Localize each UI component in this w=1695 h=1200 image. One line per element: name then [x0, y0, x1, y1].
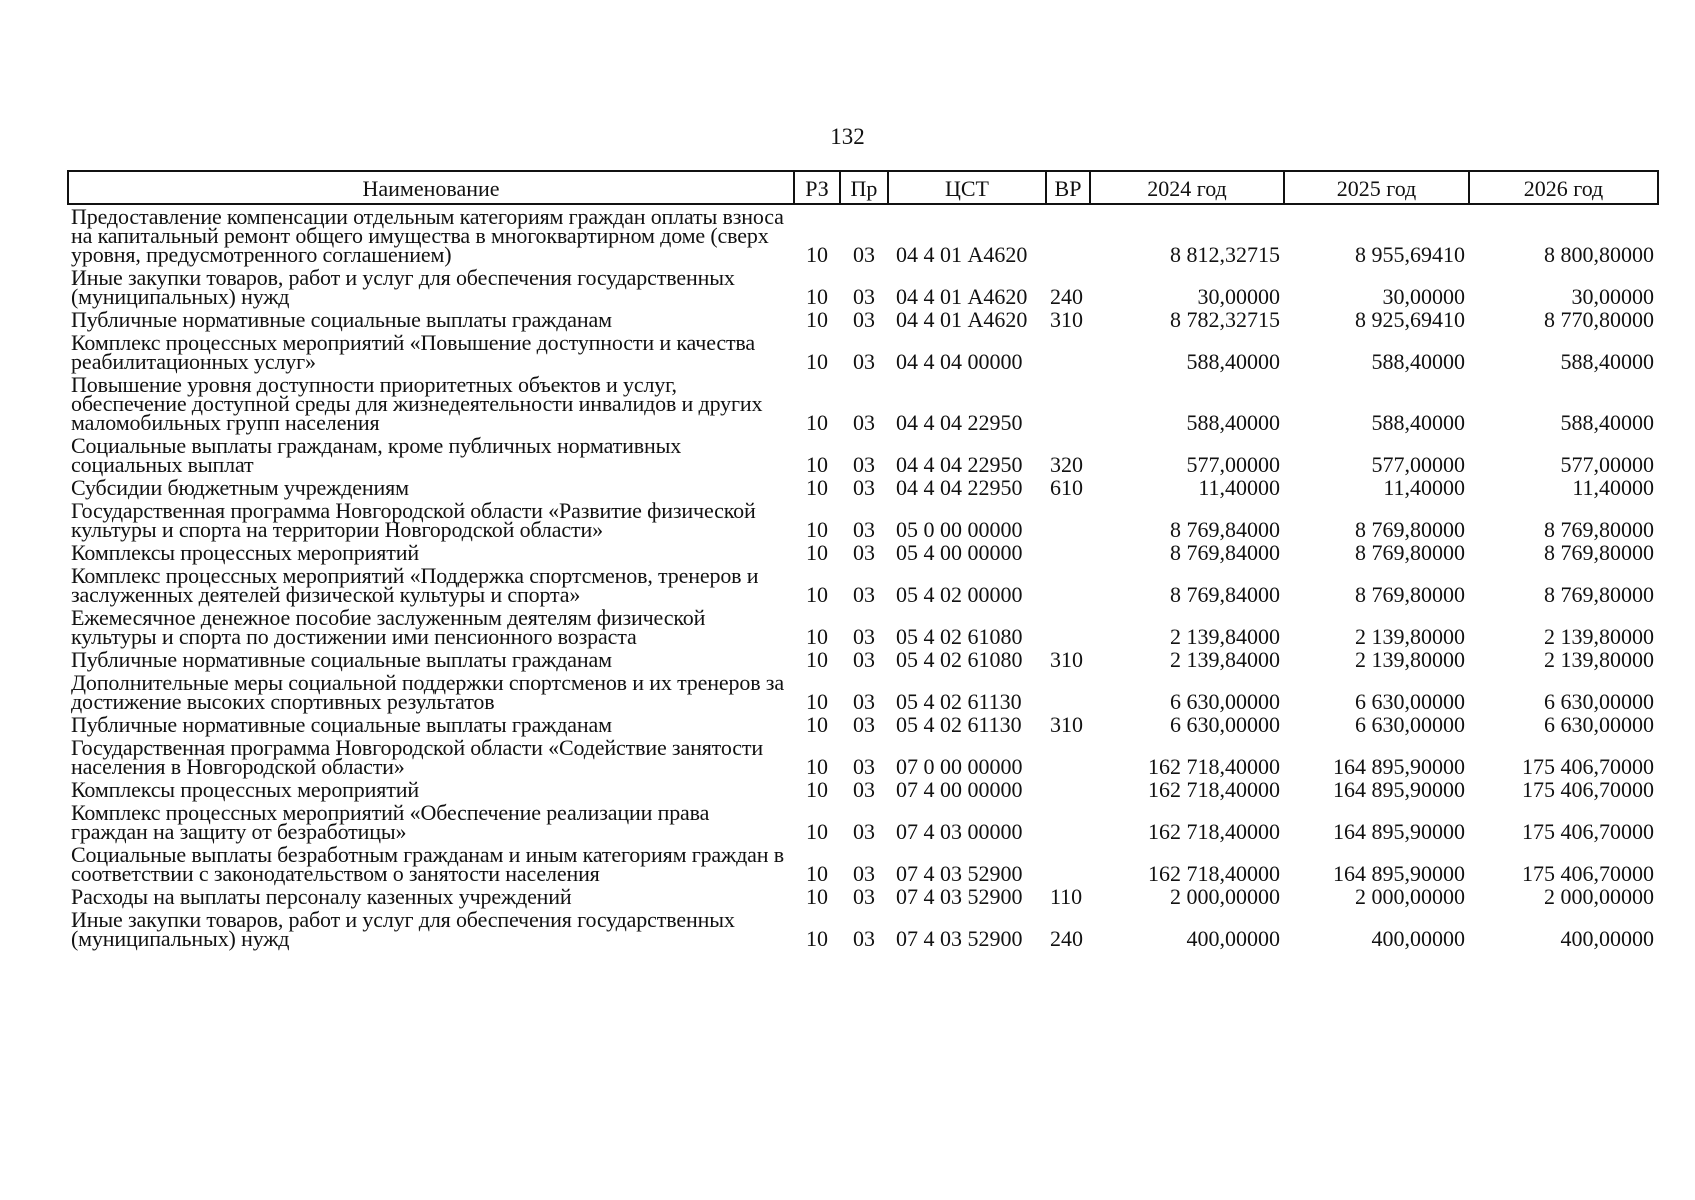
cell-2026: 2 139,80000 [1544, 624, 1654, 649]
header-2026: 2026 год [1469, 171, 1658, 204]
cell-2025: 8 769,80000 [1355, 517, 1465, 542]
cell-vr [1046, 736, 1090, 778]
cell-pr: 03 [853, 284, 875, 309]
cell-rz: 10 [806, 452, 828, 477]
cell-name: Иные закупки товаров, работ и услуг для обеспечения государственных (муниципальных) нужд [71, 265, 735, 309]
cell-vr [1046, 671, 1090, 713]
cell-name: Комплекс процессных мероприятий «Повышение доступности и качества реабилитационных услуг» [71, 330, 755, 374]
table-row [68, 541, 1658, 564]
cell-name: Комплексы процессных мероприятий [71, 777, 419, 802]
cell-2024: 2 139,84000 [1170, 624, 1280, 649]
cell-vr [1046, 331, 1090, 373]
cell-cst: 04 4 01 А4620 [896, 284, 1028, 309]
cell-cst: 07 4 03 52900 [896, 884, 1023, 909]
cell-cst: 07 4 03 52900 [896, 861, 1023, 886]
cell-rz: 10 [806, 517, 828, 542]
cell-2026: 6 630,00000 [1544, 712, 1654, 737]
cell-2026: 8 769,80000 [1544, 540, 1654, 565]
header-vr: ВР [1046, 171, 1090, 204]
cell-2024: 577,00000 [1186, 452, 1280, 477]
table-row [68, 801, 1658, 843]
cell-pr: 03 [853, 754, 875, 779]
cell-name: Комплексы процессных мероприятий [71, 540, 419, 565]
cell-name: Публичные нормативные социальные выплаты гражданам [71, 647, 612, 672]
table-row [68, 671, 1658, 713]
header-row [68, 171, 1658, 204]
cell-vr [1046, 373, 1090, 434]
cell-2025: 164 895,90000 [1333, 754, 1465, 779]
cell-pr: 03 [853, 777, 875, 802]
cell-2026: 8 770,80000 [1544, 307, 1654, 332]
cell-name: Ежемесячное денежное пособие заслуженным деятелям физической культуры и спорта по достижении ими пенсионного возраста [71, 605, 706, 649]
table-row [68, 843, 1658, 885]
cell-name: Иные закупки товаров, работ и услуг для обеспечения государственных (муниципальных) нужд [71, 907, 735, 951]
cell-name: Повышение уровня доступности приоритетных объектов и услуг, обеспечение доступной среды для жизнедеятельности инвалидов и других маломобильных групп населения [71, 372, 763, 435]
cell-2024: 588,40000 [1186, 410, 1280, 435]
cell-2025: 30,00000 [1382, 284, 1465, 309]
cell-2024: 588,40000 [1186, 349, 1280, 374]
cell-rz: 10 [806, 540, 828, 565]
cell-rz: 10 [806, 926, 828, 951]
cell-2026: 6 630,00000 [1544, 689, 1654, 714]
table-row [68, 648, 1658, 671]
cell-vr: 240 [1050, 284, 1083, 309]
cell-pr: 03 [853, 242, 875, 267]
cell-vr [1046, 843, 1090, 885]
cell-2024: 11,40000 [1198, 475, 1280, 500]
cell-2025: 588,40000 [1371, 349, 1465, 374]
cell-2025: 6 630,00000 [1355, 712, 1465, 737]
cell-pr: 03 [853, 647, 875, 672]
cell-pr: 03 [853, 410, 875, 435]
table-row [68, 308, 1658, 331]
cell-2026: 8 769,80000 [1544, 517, 1654, 542]
cell-name: Комплекс процессных мероприятий «Обеспечение реализации права граждан на защиту от безработицы» [71, 800, 710, 844]
cell-rz: 10 [806, 712, 828, 737]
cell-2025: 164 895,90000 [1333, 861, 1465, 886]
cell-2026: 175 406,70000 [1522, 861, 1654, 886]
cell-pr: 03 [853, 689, 875, 714]
table-row [68, 713, 1658, 736]
cell-2026: 175 406,70000 [1522, 819, 1654, 844]
cell-rz: 10 [806, 624, 828, 649]
cell-2026: 577,00000 [1560, 452, 1654, 477]
cell-rz: 10 [806, 410, 828, 435]
cell-cst: 04 4 01 А4620 [896, 307, 1028, 332]
table-row [68, 331, 1658, 373]
cell-2024: 162 718,40000 [1148, 777, 1280, 802]
cell-name: Комплекс процессных мероприятий «Поддержка спортсменов, тренеров и заслуженных деятелей физической культуры и спорта» [71, 563, 759, 607]
cell-2025: 164 895,90000 [1333, 777, 1465, 802]
header-2024: 2024 год [1090, 171, 1284, 204]
table-row [68, 204, 1658, 266]
cell-2025: 2 000,00000 [1355, 884, 1465, 909]
cell-2024: 6 630,00000 [1170, 689, 1280, 714]
table-row [68, 476, 1658, 499]
cell-2025: 8 955,69410 [1355, 242, 1465, 267]
cell-vr [1046, 499, 1090, 541]
table-row [68, 266, 1658, 308]
cell-2025: 2 139,80000 [1355, 624, 1465, 649]
cell-2025: 2 139,80000 [1355, 647, 1465, 672]
cell-vr [1046, 204, 1090, 266]
table-row [68, 434, 1658, 476]
cell-vr: 310 [1050, 647, 1083, 672]
cell-pr: 03 [853, 307, 875, 332]
cell-2024: 8 769,84000 [1170, 517, 1280, 542]
cell-name: Дополнительные меры социальной поддержки спортсменов и их тренеров за достижение высоких спортивных результатов [71, 670, 784, 714]
cell-pr: 03 [853, 819, 875, 844]
cell-2025: 588,40000 [1371, 410, 1465, 435]
cell-2024: 8 782,32715 [1170, 307, 1280, 332]
cell-name: Публичные нормативные социальные выплаты гражданам [71, 307, 612, 332]
cell-vr: 110 [1050, 884, 1083, 909]
table-row [68, 778, 1658, 801]
cell-2024: 2 139,84000 [1170, 647, 1280, 672]
cell-rz: 10 [806, 819, 828, 844]
cell-2026: 11,40000 [1572, 475, 1654, 500]
cell-vr: 310 [1050, 712, 1083, 737]
cell-name: Социальные выплаты гражданам, кроме публичных нормативных социальных выплат [71, 433, 682, 477]
cell-name: Субсидии бюджетным учреждениям [71, 475, 409, 500]
cell-rz: 10 [806, 349, 828, 374]
table-row [68, 736, 1658, 778]
cell-2025: 400,00000 [1371, 926, 1465, 951]
cell-cst: 07 4 03 52900 [896, 926, 1023, 951]
table-row [68, 606, 1658, 648]
cell-2024: 6 630,00000 [1170, 712, 1280, 737]
cell-pr: 03 [853, 712, 875, 737]
table-header [68, 171, 1658, 204]
cell-cst: 04 4 04 22950 [896, 475, 1023, 500]
table-row [68, 373, 1658, 434]
cell-cst: 05 4 00 00000 [896, 540, 1023, 565]
cell-cst: 04 4 04 22950 [896, 452, 1023, 477]
table-row [68, 885, 1658, 908]
cell-cst: 07 4 03 00000 [896, 819, 1023, 844]
cell-vr [1046, 778, 1090, 801]
cell-name: Государственная программа Новгородской области «Содействие занятости населения в Новгородской области» [71, 735, 763, 779]
cell-2024: 400,00000 [1186, 926, 1280, 951]
cell-vr [1046, 564, 1090, 606]
cell-2026: 588,40000 [1560, 410, 1654, 435]
cell-rz: 10 [806, 284, 828, 309]
cell-2026: 400,00000 [1560, 926, 1654, 951]
cell-rz: 10 [806, 777, 828, 802]
cell-name: Расходы на выплаты персоналу казенных учреждений [71, 884, 572, 909]
header-rz: РЗ [794, 171, 840, 204]
table-body [68, 204, 1658, 950]
cell-2024: 162 718,40000 [1148, 754, 1280, 779]
cell-vr [1046, 541, 1090, 564]
cell-2025: 577,00000 [1371, 452, 1465, 477]
cell-2025: 164 895,90000 [1333, 819, 1465, 844]
cell-2025: 8 769,80000 [1355, 540, 1465, 565]
cell-cst: 04 4 01 А4620 [896, 242, 1028, 267]
cell-cst: 05 4 02 61080 [896, 647, 1023, 672]
cell-2025: 11,40000 [1383, 475, 1465, 500]
cell-vr: 310 [1050, 307, 1083, 332]
cell-rz: 10 [806, 861, 828, 886]
cell-name: Предоставление компенсации отдельным категориям граждан оплаты взноса на капитальный ремонт общего имущества в многоквартирном доме (сверх уровня, предусмотренного соглашением) [71, 204, 784, 267]
cell-2024: 2 000,00000 [1170, 884, 1280, 909]
cell-cst: 05 4 02 61130 [896, 712, 1022, 737]
cell-2025: 8 925,69410 [1355, 307, 1465, 332]
cell-2025: 8 769,80000 [1355, 582, 1465, 607]
cell-2024: 8 769,84000 [1170, 582, 1280, 607]
cell-rz: 10 [806, 242, 828, 267]
cell-cst: 05 4 02 61080 [896, 624, 1023, 649]
table-row [68, 908, 1658, 950]
cell-2026: 8 769,80000 [1544, 582, 1654, 607]
cell-vr: 610 [1050, 475, 1083, 500]
cell-vr [1046, 801, 1090, 843]
cell-rz: 10 [806, 647, 828, 672]
cell-pr: 03 [853, 624, 875, 649]
cell-pr: 03 [853, 926, 875, 951]
cell-name: Социальные выплаты безработным гражданам и иным категориям граждан в соответствии с законодательством о занятости населения [71, 842, 784, 886]
budget-table-container [67, 170, 1657, 950]
cell-pr: 03 [853, 475, 875, 500]
cell-name: Государственная программа Новгородской области «Развитие физической культуры и спорта на территории Новгородской области» [71, 498, 756, 542]
cell-2024: 8 812,32715 [1170, 242, 1280, 267]
header-pr: Пр [840, 171, 888, 204]
cell-cst: 07 4 00 00000 [896, 777, 1023, 802]
cell-2026: 588,40000 [1560, 349, 1654, 374]
cell-name: Публичные нормативные социальные выплаты гражданам [71, 712, 612, 737]
cell-rz: 10 [806, 475, 828, 500]
cell-cst: 04 4 04 00000 [896, 349, 1023, 374]
cell-2026: 175 406,70000 [1522, 777, 1654, 802]
cell-pr: 03 [853, 349, 875, 374]
cell-pr: 03 [853, 517, 875, 542]
cell-2026: 2 000,00000 [1544, 884, 1654, 909]
cell-pr: 03 [853, 582, 875, 607]
cell-vr [1046, 606, 1090, 648]
cell-cst: 04 4 04 22950 [896, 410, 1023, 435]
cell-2025: 6 630,00000 [1355, 689, 1465, 714]
cell-2026: 8 800,80000 [1544, 242, 1654, 267]
cell-2024: 162 718,40000 [1148, 819, 1280, 844]
cell-rz: 10 [806, 884, 828, 909]
page-number: 132 [830, 124, 865, 149]
cell-pr: 03 [853, 540, 875, 565]
cell-2026: 175 406,70000 [1522, 754, 1654, 779]
header-name: Наименование [68, 171, 794, 204]
cell-pr: 03 [853, 861, 875, 886]
cell-2026: 2 139,80000 [1544, 647, 1654, 672]
header-cst: ЦСТ [888, 171, 1046, 204]
cell-rz: 10 [806, 689, 828, 714]
table-row [68, 564, 1658, 606]
cell-cst: 07 0 00 00000 [896, 754, 1023, 779]
budget-table [67, 170, 1659, 950]
cell-rz: 10 [806, 307, 828, 332]
cell-vr: 320 [1050, 452, 1083, 477]
cell-pr: 03 [853, 884, 875, 909]
cell-pr: 03 [853, 452, 875, 477]
table-row [68, 499, 1658, 541]
header-2025: 2025 год [1284, 171, 1469, 204]
cell-2024: 8 769,84000 [1170, 540, 1280, 565]
cell-2024: 162 718,40000 [1148, 861, 1280, 886]
cell-cst: 05 4 02 61130 [896, 689, 1022, 714]
cell-vr: 240 [1050, 926, 1083, 951]
cell-2026: 30,00000 [1571, 284, 1654, 309]
cell-cst: 05 0 00 00000 [896, 517, 1023, 542]
cell-2024: 30,00000 [1197, 284, 1280, 309]
cell-rz: 10 [806, 754, 828, 779]
cell-cst: 05 4 02 00000 [896, 582, 1023, 607]
cell-rz: 10 [806, 582, 828, 607]
